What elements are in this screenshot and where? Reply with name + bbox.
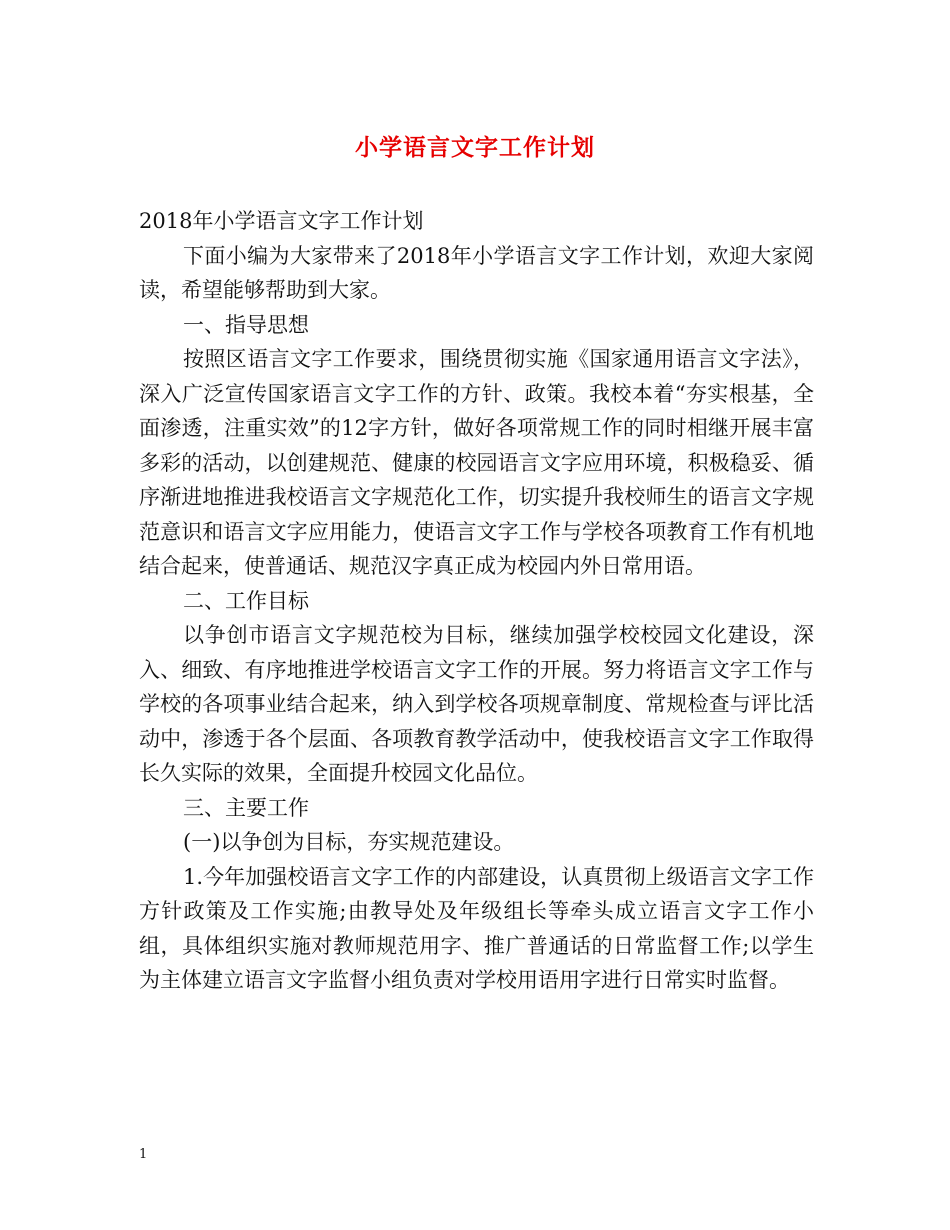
- paragraph-item-1: 1.今年加强校语言文字工作的内部建设，认真贯彻上级语言文字工作方针政策及工作实施;由教导处及年级组长等牵头成立语言文字工作小组，具体组织实施对教师规范用字、推广普通话的日常监督工作;以学生为主体建立语言文字监督小组负责对学校用语用字进行日常实时监督。: [139, 864, 814, 992]
- paragraph-subtitle: 2018年小学语言文字工作计划: [139, 209, 424, 233]
- document-body: [139, 204, 814, 998]
- paragraph-intro: 下面小编为大家带来了2018年小学语言文字工作计划，欢迎大家阅读，希望能够帮助到大家。: [139, 243, 814, 302]
- paragraph-guiding-ideology: 按照区语言文字工作要求，围绕贯彻实施《国家通用语言文字法》，深入广泛宣传国家语言文字工作的方针、政策。我校本着“夯实根基，全面渗透，注重实效”的12字方针，做好各项常规工作的同时相继开展丰富多彩的活动，以创建规范、健康的校园语言文字应用环境，积极稳妥、循序渐进地推进我校语言文字规范化工作，切实提升我校师生的语言文字规范意识和语言文字应用能力，使语言文字工作与学校各项教育工作有机地结合起来，使普通话、规范汉字真正成为校园内外日常用语。: [139, 347, 814, 578]
- subsection-heading-1: (一)以争创为目标，夯实规范建设。: [183, 830, 515, 854]
- page-number: 1: [139, 1147, 148, 1162]
- section-heading-main-work: 三、主要工作: [183, 795, 309, 820]
- document-title: 小学语言文字工作计划: [355, 134, 595, 161]
- section-heading-guiding-ideology: 一、指导思想: [183, 312, 309, 337]
- section-heading-work-goals: 二、工作目标: [183, 588, 309, 613]
- paragraph-work-goals: 以争创市语言文字规范校为目标，继续加强学校校园文化建设，深入、细致、有序地推进学校语言文字工作的开展。努力将语言文字工作与学校的各项事业结合起来，纳入到学校各项规章制度、常规检查与评比活动中，渗透于各个层面、各项教育教学活动中，使我校语言文字工作取得长久实际的效果，全面提升校园文化品位。: [139, 623, 814, 785]
